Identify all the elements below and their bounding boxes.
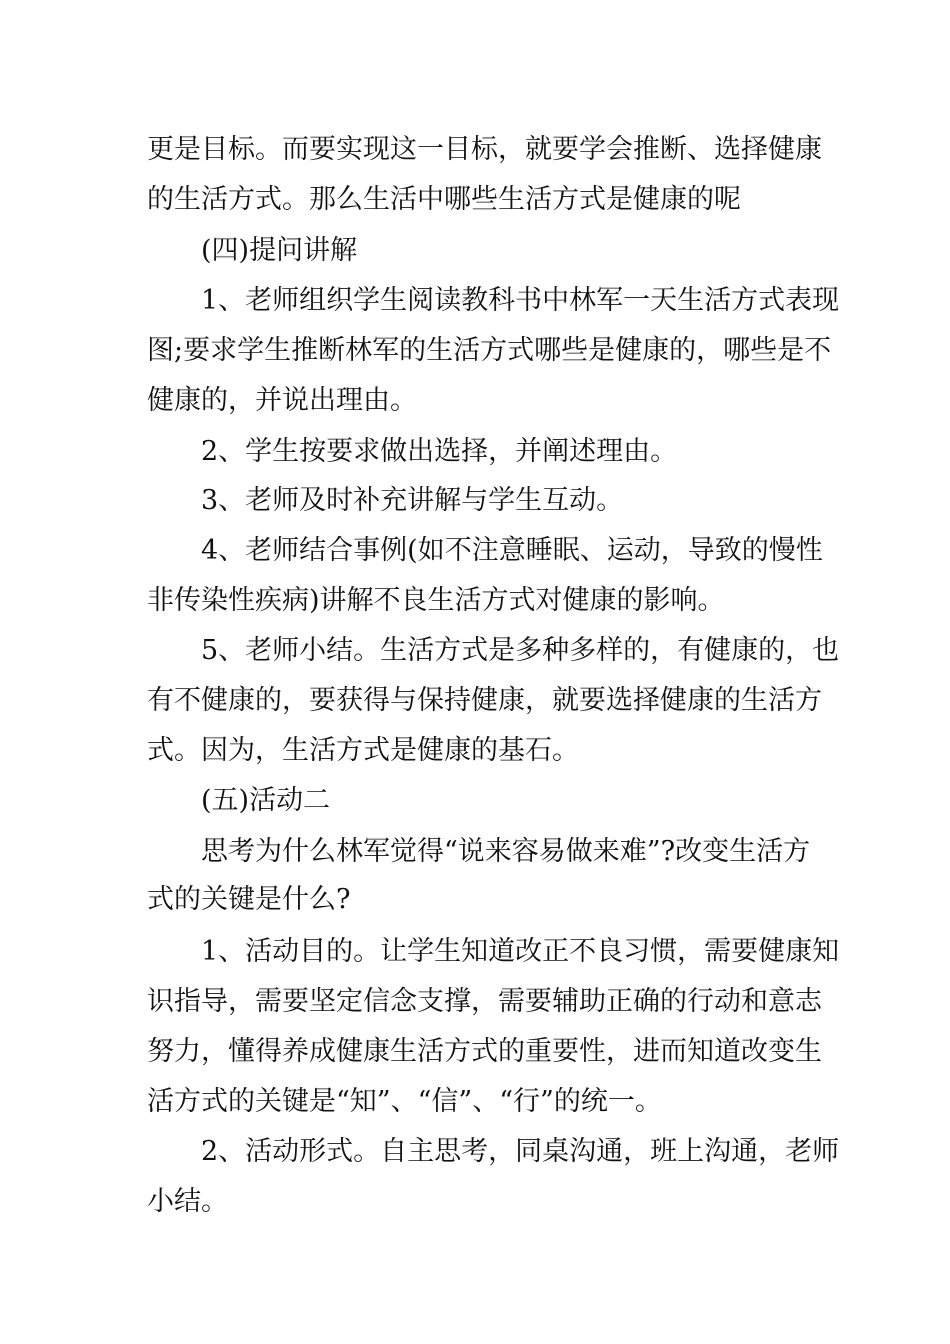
text-line: 2、活动形式。自主思考，同桌沟通，班上沟通，老师 — [201, 1136, 840, 1167]
text-line: 识指导，需要坚定信念支撑，需要辅助正确的行动和意志 — [147, 986, 822, 1017]
section-heading: (五)活动二 — [201, 785, 331, 816]
text-line: 式的关键是什么? — [147, 884, 351, 915]
text-line: 图;要求学生推断林军的生活方式哪些是健康的，哪些是不 — [147, 335, 832, 366]
text-line: 2、学生按要求做出选择，并阐述理由。 — [201, 436, 678, 467]
text-line: 活方式的关键是“知”、“信”、“行”的统一。 — [147, 1086, 662, 1117]
text-line: 努力，懂得养成健康生活方式的重要性，进而知道改变生 — [147, 1036, 822, 1067]
text-line: 1、老师组织学生阅读教科书中林军一天生活方式表现 — [201, 285, 840, 316]
text-line: 思考为什么林军觉得“说来容易做来难”?改变生活方 — [201, 836, 811, 867]
section-heading: (四)提问讲解 — [201, 235, 358, 266]
text-line: 3、老师及时补充讲解与学生互动。 — [201, 485, 624, 516]
text-line: 4、老师结合事例(如不注意睡眠、运动，导致的慢性 — [201, 535, 823, 566]
text-line: 5、老师小结。生活方式是多种多样的，有健康的，也 — [201, 635, 840, 666]
text-line: 的生活方式。那么生活中哪些生活方式是健康的呢 — [147, 184, 741, 215]
text-line: 小结。 — [147, 1186, 228, 1217]
text-line: 非传染性疾病)讲解不良生活方式对健康的影响。 — [147, 585, 725, 616]
text-line: 有不健康的，要获得与保持健康，就要选择健康的生活方 — [147, 685, 822, 716]
text-line: 式。因为，生活方式是健康的基石。 — [147, 735, 579, 766]
text-line: 更是目标。而要实现这一目标，就要学会推断、选择健康 — [147, 134, 822, 165]
text-line: 1、活动目的。让学生知道改正不良习惯，需要健康知 — [201, 936, 840, 967]
text-line: 健康的，并说出理由。 — [147, 385, 417, 416]
